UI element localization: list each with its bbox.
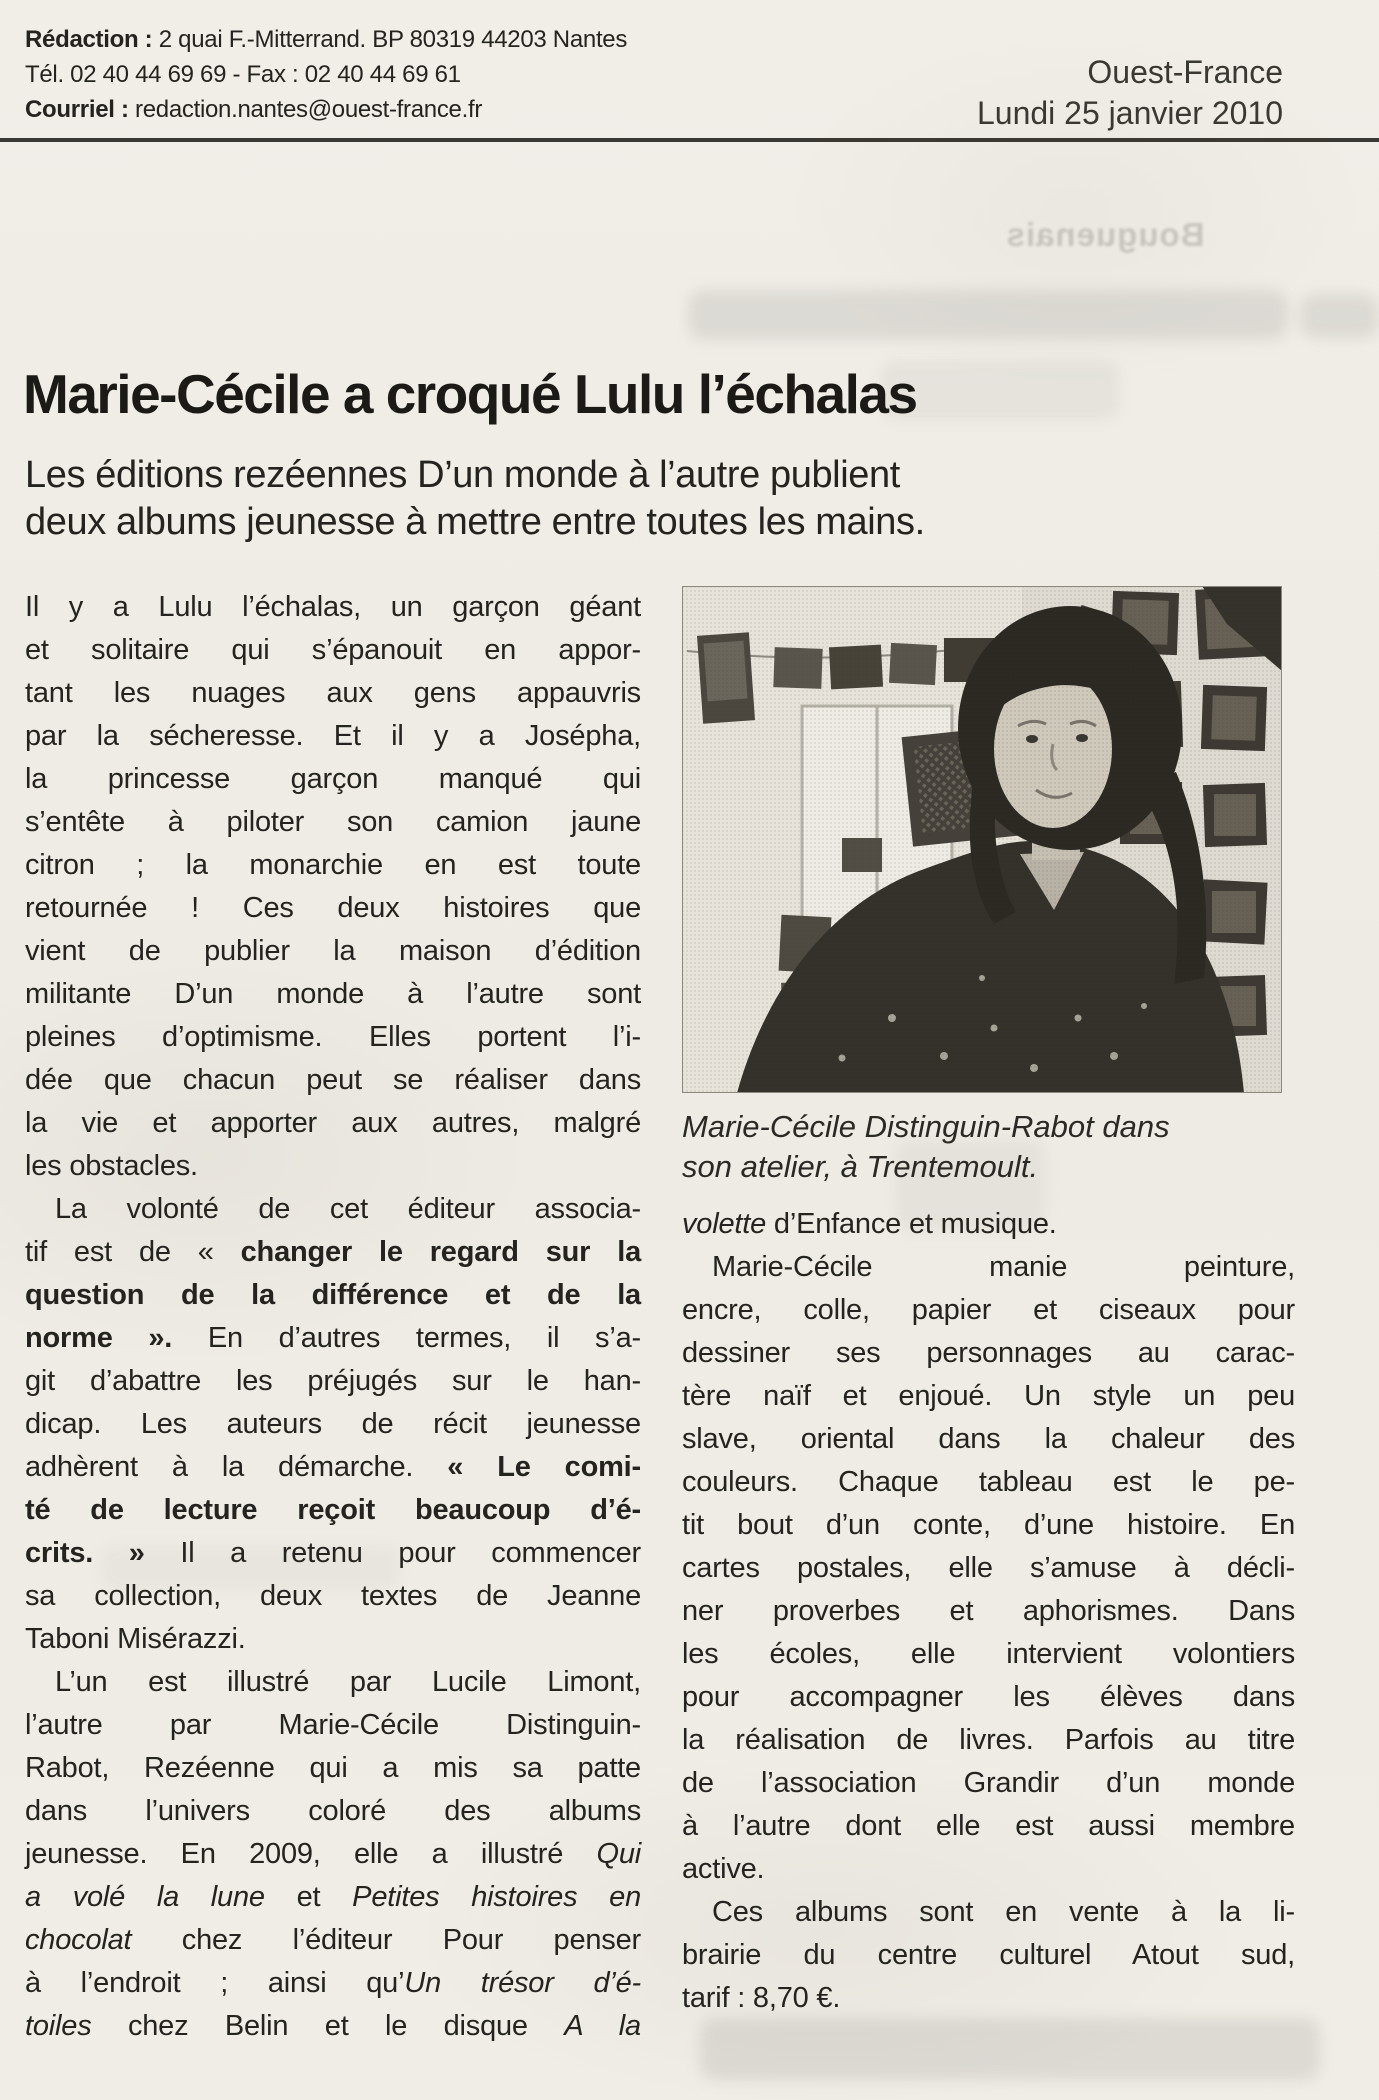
bleed-through-smudge bbox=[688, 290, 1288, 340]
body-text-line: tant les nuages aux gens appauvris bbox=[25, 677, 641, 709]
body-text-line: à l’autre dont elle est aussi membre bbox=[682, 1810, 1295, 1842]
body-text-line: pour accompagner les élèves dans bbox=[682, 1681, 1295, 1713]
body-text-line: L’un est illustré par Lucile Limont, bbox=[55, 1666, 641, 1698]
body-text-line: encre, colle, papier et ciseaux pour bbox=[682, 1294, 1295, 1326]
body-text-line: Taboni Misérazzi. bbox=[25, 1623, 246, 1655]
photo-caption-line: Marie-Cécile Distinguin-Rabot dans bbox=[682, 1109, 1170, 1144]
body-text-line: citron ; la monarchie en est toute bbox=[25, 849, 641, 881]
body-text-line: Ces albums sont en vente à la li- bbox=[712, 1896, 1295, 1928]
body-text-line: la princesse garçon manqué qui bbox=[25, 763, 641, 795]
body-text-line: dicap. Les auteurs de récit jeunesse bbox=[25, 1408, 641, 1440]
body-text-line: tarif : 8,70 €. bbox=[682, 1982, 841, 2014]
body-text-line: Marie-Cécile manie peinture, bbox=[712, 1251, 1295, 1283]
body-text-line: s’entête à piloter son camion jaune bbox=[25, 806, 641, 838]
body-column-right bbox=[682, 586, 1295, 2020]
body-text-line: active. bbox=[682, 1853, 765, 1885]
masthead-divider-rule bbox=[0, 138, 1379, 142]
body-text-line: couleurs. Chaque tableau est le pe- bbox=[682, 1466, 1295, 1498]
body-text-line: dans l’univers coloré des albums bbox=[25, 1795, 641, 1827]
body-text-line: adhèrent à la démarche. « Le comi- bbox=[25, 1451, 641, 1483]
body-text-line: slave, oriental dans la chaleur des bbox=[682, 1423, 1295, 1455]
body-text-line: tif est de « changer le regard sur la bbox=[25, 1236, 641, 1268]
article-figure bbox=[682, 586, 1295, 1187]
article-standfirst bbox=[25, 452, 925, 546]
courriel-label: Courriel : bbox=[25, 96, 129, 123]
article-photo bbox=[682, 586, 1282, 1093]
body-text-line: La volonté de cet éditeur associa- bbox=[55, 1193, 641, 1225]
body-text-line: dessiner ses personnages au carac- bbox=[682, 1337, 1295, 1369]
body-column-left bbox=[25, 586, 641, 2048]
body-text-line: té de lecture reçoit beaucoup d’é- bbox=[25, 1494, 641, 1526]
body-text-line: question de la différence et de la bbox=[25, 1279, 641, 1311]
body-text-line: à l’endroit ; ainsi qu’Un trésor d’é- bbox=[25, 1967, 642, 1999]
body-text-line: et solitaire qui s’épanouit en appor- bbox=[25, 634, 641, 666]
body-text-line: les obstacles. bbox=[25, 1150, 198, 1182]
body-text-line: vient de publier la maison d’édition bbox=[25, 935, 641, 967]
masthead-contact-block bbox=[25, 22, 627, 127]
body-text-line: tère naïf et enjoué. Un style un peu bbox=[682, 1380, 1295, 1412]
redaction-address: 2 quai F.-Mitterrand. BP 80319 44203 Nantes bbox=[152, 26, 628, 53]
masthead-email-line bbox=[25, 92, 627, 127]
standfirst-line: Les éditions rezéennes D’un monde à l’autre publient bbox=[25, 454, 900, 496]
bleed-through-smudge bbox=[1300, 294, 1379, 338]
body-text-line: pleines d’optimisme. Elles portent l’i- bbox=[25, 1021, 641, 1053]
courriel-address: redaction.nantes@ouest-france.fr bbox=[128, 96, 483, 123]
body-text-line: jeunesse. En 2009, elle a illustré Qui bbox=[25, 1838, 641, 1870]
body-text-line: par la sécheresse. Et il y a Josépha, bbox=[25, 720, 641, 752]
redaction-label: Rédaction : bbox=[25, 26, 153, 53]
body-text-line: norme ». En d’autres termes, il s’a- bbox=[25, 1322, 641, 1354]
body-text-line: dée que chacun peut se réaliser dans bbox=[25, 1064, 641, 1096]
body-text-line: la réalisation de livres. Parfois au titre bbox=[682, 1724, 1295, 1756]
body-text-line: toiles chez Belin et le disque A la bbox=[25, 2010, 641, 2042]
masthead-telfax-line: Tél. 02 40 44 69 69 - Fax : 02 40 44 69 61 bbox=[25, 61, 461, 88]
body-text-line: retournée ! Ces deux histoires que bbox=[25, 892, 641, 924]
body-text-line: de l’association Grandir d’un monde bbox=[682, 1767, 1295, 1799]
body-text-line: chocolat chez l’éditeur Pour penser bbox=[25, 1924, 641, 1956]
body-text-line: l’autre par Marie-Cécile Distinguin- bbox=[25, 1709, 641, 1741]
body-text-line: ner proverbes et aphorismes. Dans bbox=[682, 1595, 1295, 1627]
body-text-line: tit bout d’un conte, d’une histoire. En bbox=[682, 1509, 1295, 1541]
bleed-through-text: Bouguenais bbox=[1005, 216, 1205, 253]
body-text-line: cartes postales, elle s’amuse à décli- bbox=[682, 1552, 1295, 1584]
masthead-address-line bbox=[25, 22, 627, 57]
body-text-line: Rabot, Rezéenne qui a mis sa patte bbox=[25, 1752, 641, 1784]
photo-caption bbox=[682, 1107, 1295, 1187]
body-text-line: brairie du centre culturel Atout sud, bbox=[682, 1939, 1295, 1971]
article-headline: Marie-Cécile a croqué Lulu l’échalas bbox=[23, 363, 917, 425]
body-text-line: git d’abattre les préjugés sur le han- bbox=[25, 1365, 641, 1397]
body-column-right-text bbox=[682, 1203, 1295, 2020]
masthead-edition-block bbox=[977, 52, 1283, 134]
article-body bbox=[25, 586, 1295, 2056]
body-text-line: a volé la lune et Petites histoires en bbox=[25, 1881, 642, 1913]
standfirst-line: deux albums jeunesse à mettre entre toutes les mains. bbox=[25, 501, 925, 543]
body-text-line: sa collection, deux textes de Jeanne bbox=[25, 1580, 641, 1612]
issue-date: Lundi 25 janvier 2010 bbox=[976, 95, 1283, 131]
body-text-line: militante D’un monde à l’autre sont bbox=[25, 978, 641, 1010]
body-text-line: crits. » Il a retenu pour commencer bbox=[25, 1537, 641, 1569]
newspaper-name: Ouest-France bbox=[1087, 54, 1283, 90]
photo-caption-line: son atelier, à Trentemoult. bbox=[682, 1149, 1039, 1184]
body-text-line: volette d’Enfance et musique. bbox=[682, 1208, 1057, 1240]
body-text-line: les écoles, elle intervient volontiers bbox=[682, 1638, 1295, 1670]
body-text-line: Il y a Lulu l’échalas, un garçon géant bbox=[25, 591, 641, 623]
body-text-line: la vie et apporter aux autres, malgré bbox=[25, 1107, 641, 1139]
